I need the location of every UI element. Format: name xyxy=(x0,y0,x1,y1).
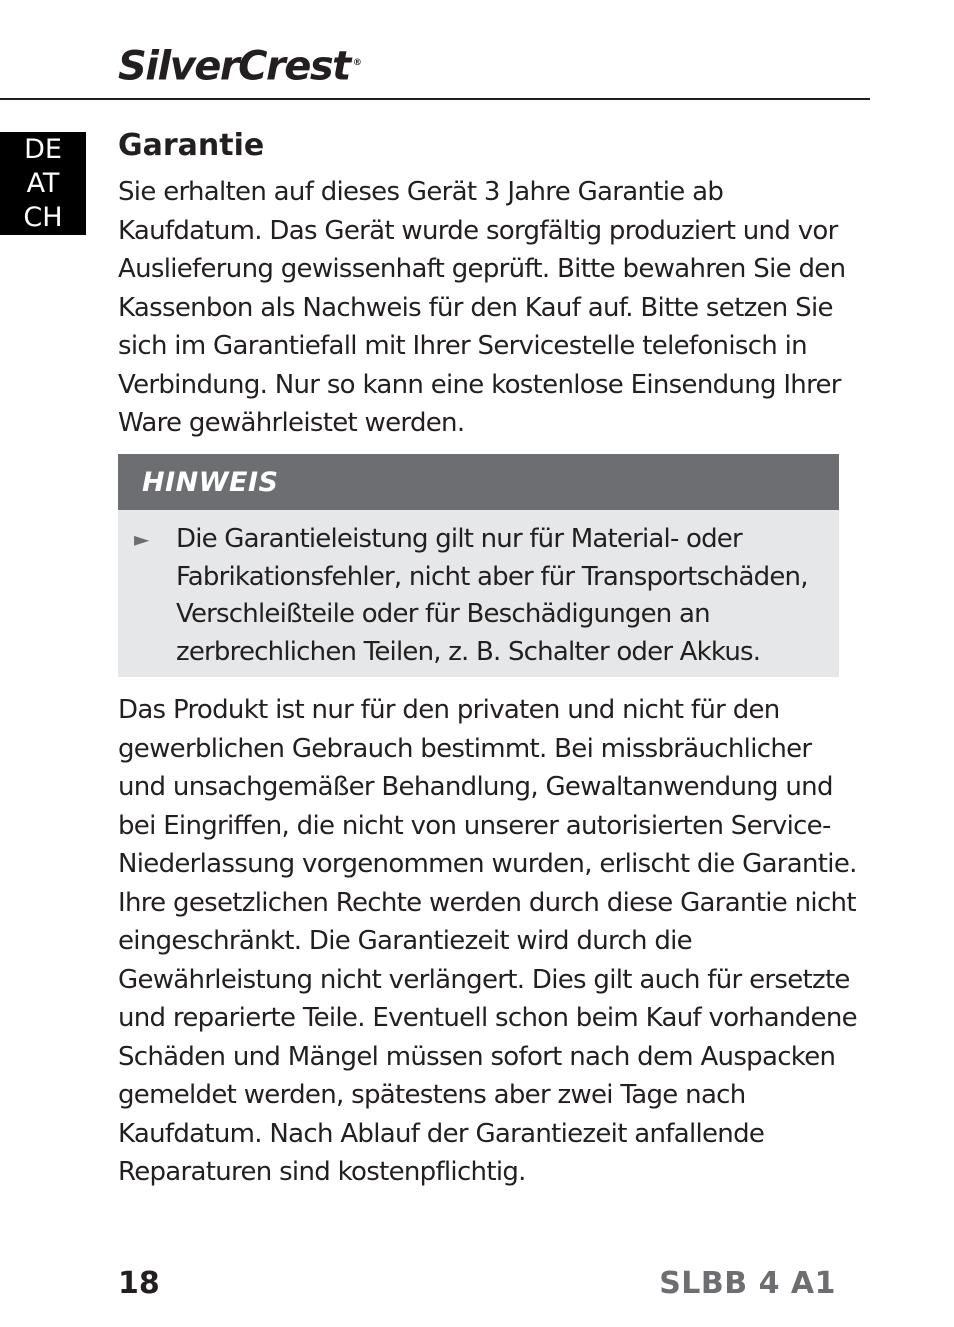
note-header xyxy=(118,454,839,510)
terms-paragraph: Das Produkt ist nur für den privaten und nicht für den gewerblichen Gebrauch bestimmt. Bei missbräuchlicher und unsachgemäßer Behandlung, Gewaltanwendung und bei Eingriffen, die nicht von unserer autorisierten Service-Niederlassung vorgenommen wurden, erlischt die Garantie. Ihre gesetzlichen Rechte werden durch diese Garantie nicht eingeschränkt. Die Garantiezeit wird durch die Gewährleistung nicht verlängert. Dies gilt auch für ersetzte und reparierte Teile. Eventuell schon beim Kauf vorhandene Schäden und Mängel müssen sofort nach dem Auspacken gemeldet werden, spätestens aber zwei Tage nach Kaufdatum. Nach Ablauf der Garantiezeit anfallende Reparaturen sind kostenpflichtig. xyxy=(118,695,857,1187)
note-title: HINWEIS xyxy=(142,467,279,498)
note-box xyxy=(118,510,839,677)
registered-mark: ® xyxy=(352,58,362,68)
warranty-paragraph: Sie erhalten auf dieses Gerät 3 Jahre Garantie ab Kaufdatum. Das Gerät wurde sorgfältig produziert und vor Auslieferung gewissenhaft geprüft. Bitte bewahren Sie den Kassenbon als Nachweis für den Kauf auf. Bitte setzen Sie sich im Garantiefall mit Ihrer Servicestelle telefonisch in Verbindung. Nur so kann eine kostenlose Einsendung Ihrer Ware gewährleistet werden. xyxy=(118,177,846,438)
triangle-right-icon: ► xyxy=(134,527,150,551)
brand-name: SilverCrest xyxy=(118,43,350,90)
language-tab xyxy=(0,132,86,235)
section-heading: Garantie xyxy=(118,128,265,163)
note-text: Die Garantieleistung gilt nur für Material- oder Fabrikationsfehler, nicht aber für Transportschäden, Verschleißteile oder für Beschädigungen an zerbrechlichen Teilen, z. B. Schalter oder Akkus. xyxy=(176,524,808,667)
language-code-ch: CH xyxy=(23,202,63,233)
brand-logo xyxy=(118,40,362,89)
language-code-at: AT xyxy=(26,168,60,199)
language-code-de: DE xyxy=(24,134,62,165)
header-rule xyxy=(0,98,870,100)
page-number: 18 xyxy=(118,1266,160,1301)
model-number: SLBB 4 A1 xyxy=(659,1266,836,1301)
